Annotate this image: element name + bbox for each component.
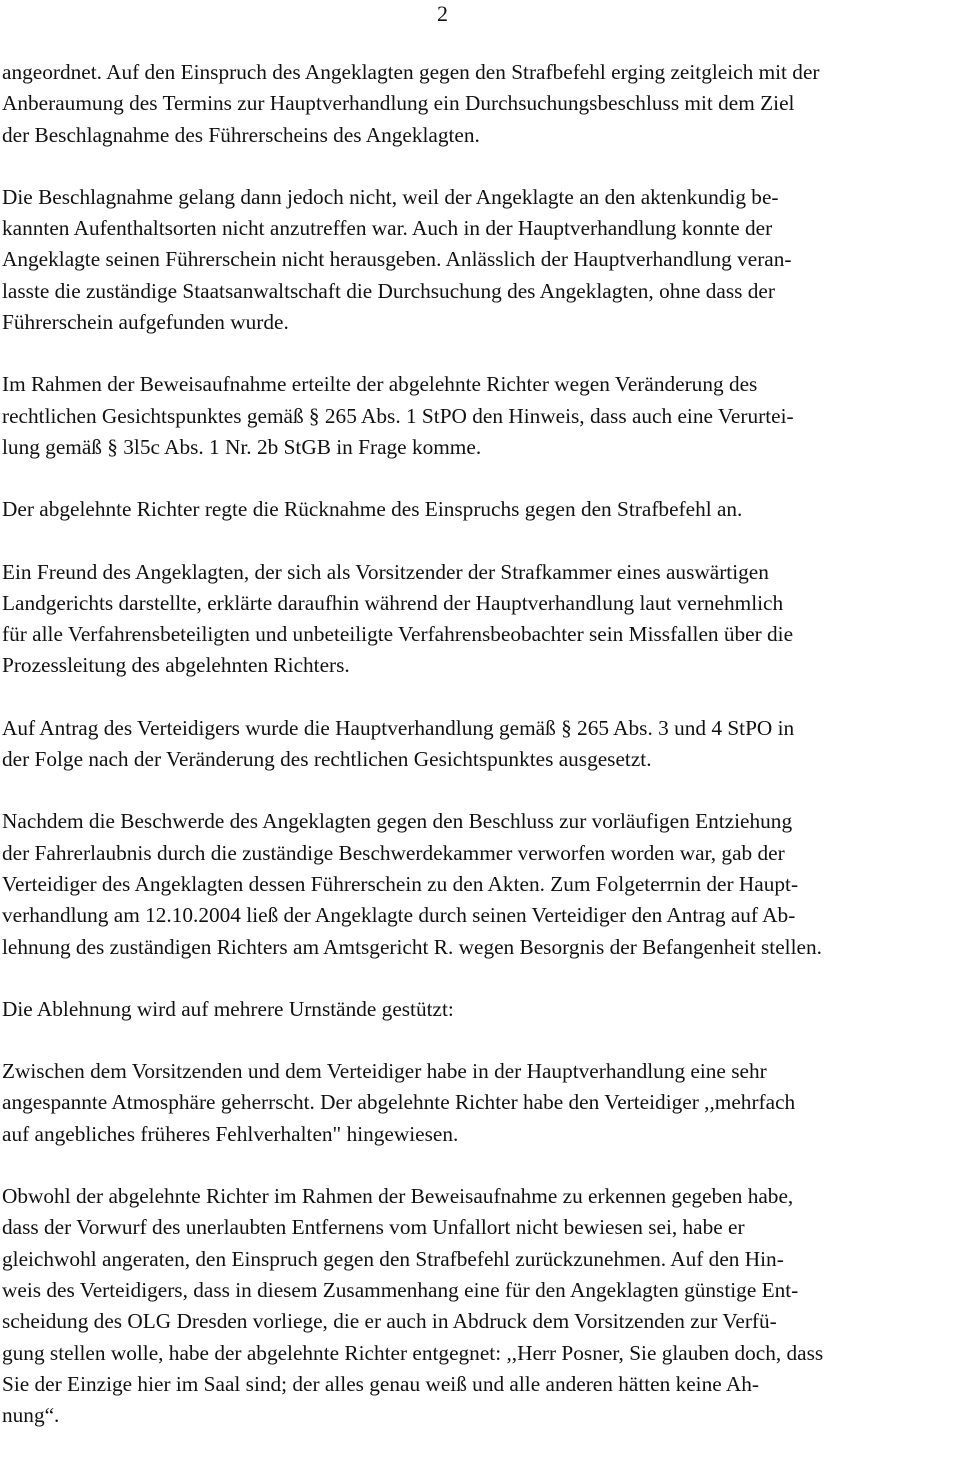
text-line: auf angebliches früheres Fehlverhalten" hingewiesen.: [2, 1121, 459, 1146]
text-line: Verteidiger des Angeklagten dessen Führerschein zu den Akten. Zum Folgeterrnin der Haupt-: [2, 871, 799, 896]
text-line: gung stellen wolle, habe der abgelehnte Richter entgegnet: ,,Herr Posner, Sie glauben doch, dass: [2, 1340, 824, 1365]
text-line: angespannte Atmosphäre geherrscht. Der abgelehnte Richter habe den Verteidiger ,,mehrfach: [2, 1090, 796, 1115]
text-line: für alle Verfahrensbeteiligten und unbeteiligte Verfahrensbeobachter sein Missfallen über die: [2, 622, 794, 647]
text-line: kannten Aufenthaltsorten nicht anzutreffen war. Auch in der Hauptverhandlung konnte der: [2, 216, 773, 241]
text-line: Zwischen dem Vorsitzenden und dem Verteidiger habe in der Hauptverhandlung eine sehr: [2, 1059, 767, 1084]
text-line: angeordnet. Auf den Einspruch des Angeklagten gegen den Strafbefehl erging zeitgleich mit der: [2, 60, 820, 84]
text-line: Anberaumung des Termins zur Hauptverhandlung ein Durchsuchungsbeschluss mit dem Ziel: [2, 91, 795, 116]
paragraph: [2, 557, 960, 682]
text-line: lasste die zuständige Staatsanwaltschaft die Durchsuchung des Angeklagten, ohne dass der: [2, 278, 775, 303]
text-line: Angeklagte seinen Führerschein nicht herausgeben. Anlässlich der Hauptverhandlung veran-: [2, 247, 792, 272]
text-line: Der abgelehnte Richter regte die Rücknahme des Einspruchs gegen den Strafbefehl an.: [2, 497, 743, 522]
text-line: gleichwohl angeraten, den Einspruch gegen den Strafbefehl zurückzunehmen. Auf den Hin-: [2, 1246, 784, 1271]
paragraph: [2, 1056, 960, 1150]
text-line: Die Beschlagnahme gelang dann jedoch nicht, weil der Angeklagte an den aktenkundig be-: [2, 184, 779, 209]
text-line: lehnung des zuständigen Richters am Amtsgericht R. wegen Besorgnis der Befangenheit stellen.: [2, 934, 822, 959]
text-line: der Folge nach der Veränderung des rechtlichen Gesichtspunktes ausgesetzt.: [2, 747, 652, 772]
paragraph: [2, 182, 960, 338]
text-line: dass der Vorwurf des unerlaubten Entfernens vom Unfallort nicht bewiesen sei, habe er: [2, 1215, 745, 1240]
text-line: Nachdem die Beschwerde des Angeklagten gegen den Beschluss zur vorläufigen Entziehung: [2, 809, 793, 834]
text-line: scheidung des OLG Dresden vorliege, die er auch in Abdruck dem Vorsitzenden zur Verfü-: [2, 1309, 777, 1334]
paragraph: [2, 994, 960, 1025]
text-line: nung“.: [2, 1403, 60, 1428]
text-line: Landgerichts darstellte, erklärte daraufhin während der Hauptverhandlung laut vernehmlich: [2, 590, 784, 615]
paragraph: [2, 57, 960, 151]
paragraph: [2, 369, 960, 463]
paragraph: [2, 1181, 960, 1431]
paragraph: [2, 713, 960, 776]
document-body: [2, 57, 960, 1462]
text-line: lung gemäß § 3l5c Abs. 1 Nr. 2b StGB in Frage komme.: [2, 434, 482, 459]
paragraph: [2, 806, 960, 962]
text-line: der Beschlagnahme des Führerscheins des Angeklagten.: [2, 122, 480, 147]
text-line: Führerschein aufgefunden wurde.: [2, 310, 289, 335]
text-line: der Fahrerlaubnis durch die zuständige Beschwerdekammer verworfen worden war, gab der: [2, 840, 785, 865]
text-line: weis des Verteidigers, dass in diesem Zusammenhang eine für den Angeklagten günstige Ent-: [2, 1277, 799, 1302]
page-number: 2: [437, 1, 448, 26]
paragraph: [2, 494, 960, 525]
text-line: verhandlung am 12.10.2004 ließ der Angeklagte durch seinen Verteidiger den Antrag auf Ab-: [2, 903, 796, 928]
text-line: rechtlichen Gesichtspunktes gemäß § 265 Abs. 1 StPO den Hinweis, dass auch eine Verurtei-: [2, 403, 794, 428]
text-line: Die Ablehnung wird auf mehrere Urnstände gestützt:: [2, 996, 454, 1021]
text-line: Obwohl der abgelehnte Richter im Rahmen der Beweisaufnahme zu erkennen gegeben habe,: [2, 1184, 794, 1209]
text-line: Im Rahmen der Beweisaufnahme erteilte der abgelehnte Richter wegen Veränderung des: [2, 372, 758, 397]
text-line: Ein Freund des Angeklagten, der sich als Vorsitzender der Strafkammer eines auswärtigen: [2, 559, 769, 584]
text-line: Prozessleitung des abgelehnten Richters.: [2, 653, 350, 678]
text-line: Sie der Einzige hier im Saal sind; der alles genau weiß und alle anderen hätten keine Ah-: [2, 1371, 759, 1396]
text-line: Auf Antrag des Verteidigers wurde die Hauptverhandlung gemäß § 265 Abs. 3 und 4 StPO in: [2, 715, 795, 740]
